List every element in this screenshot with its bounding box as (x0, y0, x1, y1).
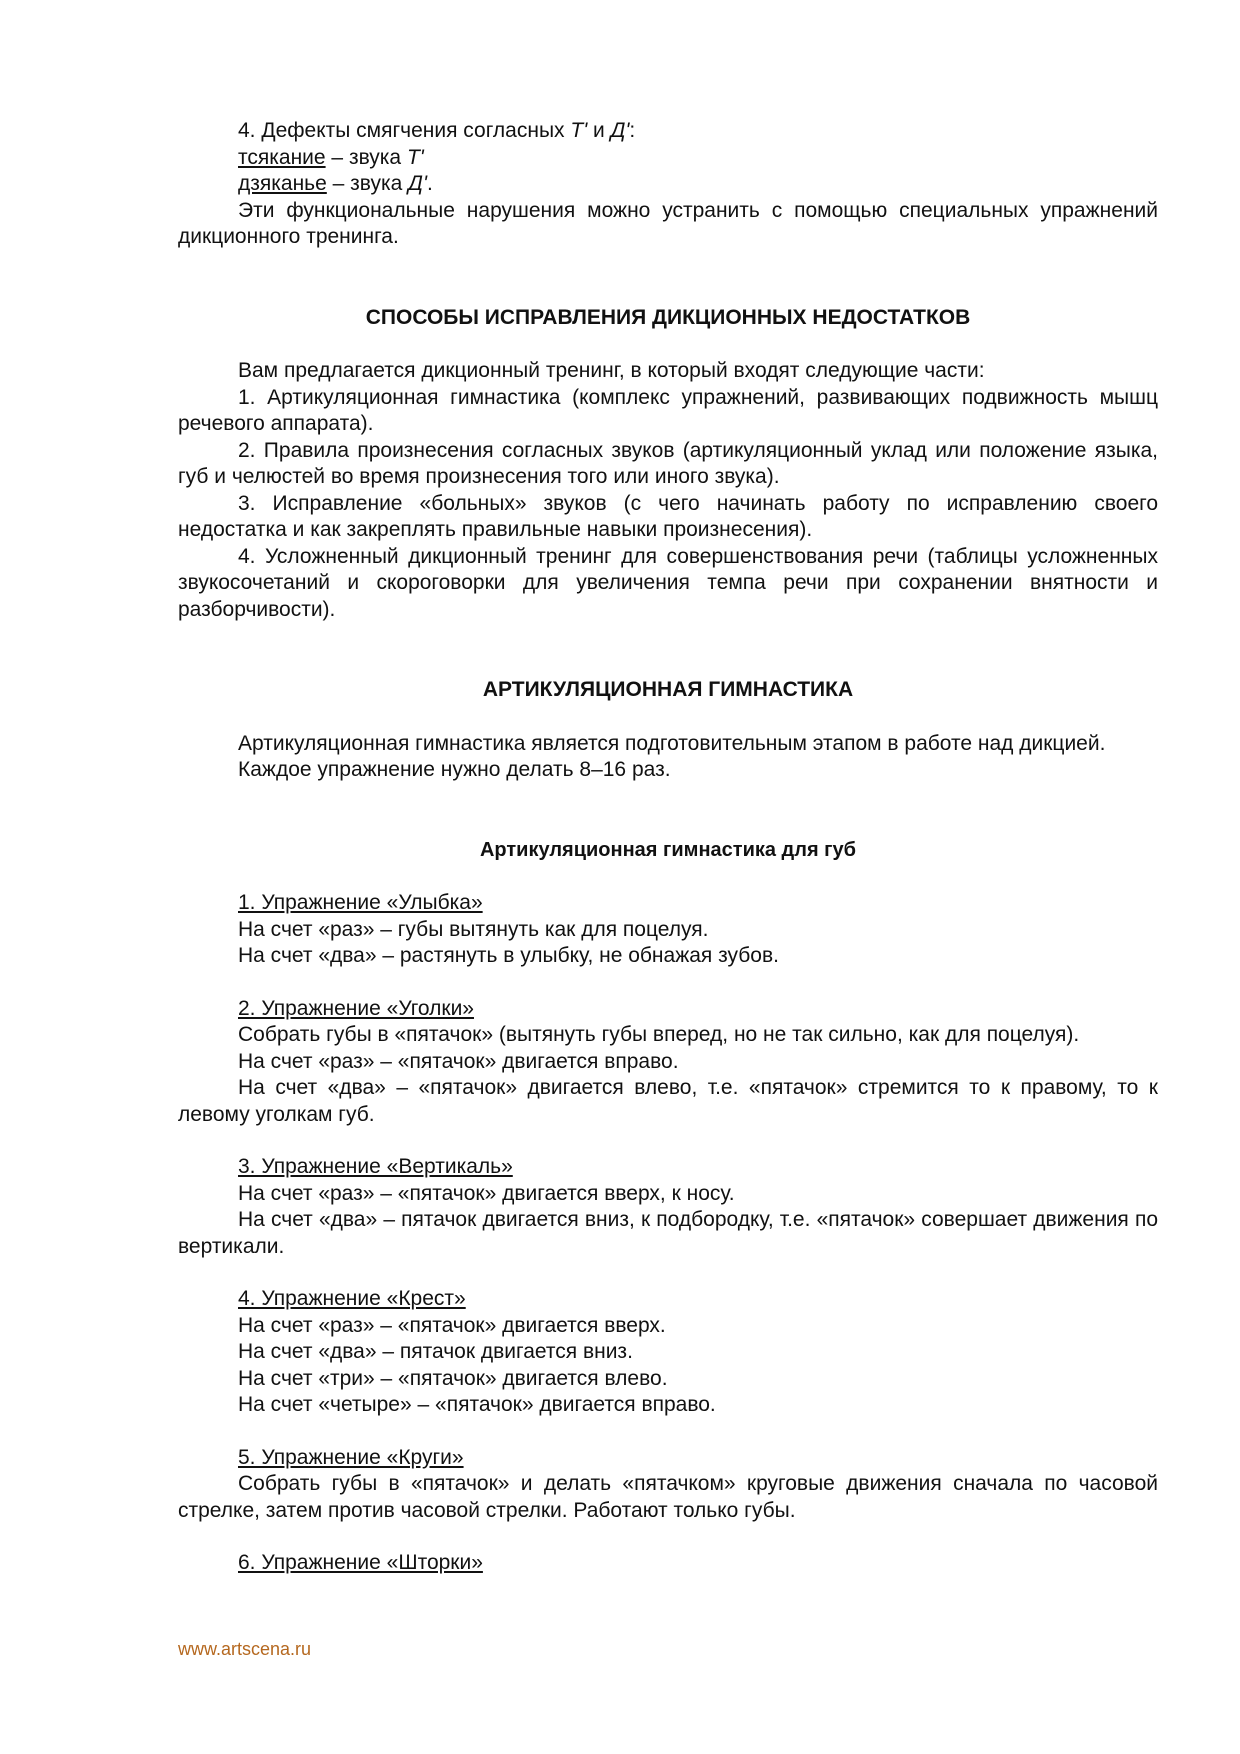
training-item-2: 2. Правила произнесения согласных звуков (артикуляционный уклад или положение языка, губ и челюстей во время произнесения того или иного звука). (178, 438, 1158, 488)
section-heading-gymnastics: АРТИКУЛЯЦИОННАЯ ГИМНАСТИКА (482, 678, 854, 701)
training-lead: Вам предлагается дикционный тренинг, в который входят следующие части: (238, 359, 985, 382)
training-item-4: 4. Усложненный дикционный тренинг для совершенствования речи (таблицы усложненных звукосочетаний и скороговорки для увеличения темпа речи при сохранении внятности и разборчивости). (178, 544, 1158, 621)
subsection-heading-lips: Артикуляционная гимнастика для губ (479, 838, 856, 861)
conjunction: и (587, 119, 611, 142)
exercise-line: На счет «два» – пятачок двигается вниз. (238, 1340, 633, 1363)
gymnastics-intro: Артикуляционная гимнастика является подготовительным этапом в работе над дикцией. (238, 731, 1106, 755)
training-item-1: 1. Артикуляционная гимнастика (комплекс упражнений, развивающих подвижность мышц речевого аппарата). (178, 385, 1158, 435)
defect-item-4-text: 4. Дефекты смягчения согласных (238, 119, 571, 142)
page-content (178, 118, 1158, 1577)
intro-conclusion: Эти функциональные нарушения можно устранить с помощью специальных упражнений дикционного тренинга. (178, 198, 1158, 248)
period: . (426, 172, 433, 195)
dzyakanie-sound: Д' (408, 172, 427, 195)
tsyakanie-line (178, 145, 1158, 172)
exercise-line: На счет «четыре» – «пятачок» двигается вправо. (238, 1393, 716, 1416)
training-item-3: 3. Исправление «больных» звуков (с чего начинать работу по исправлению своего недостатка и как закреплять правильные навыки произнесения). (178, 491, 1158, 541)
tsyakanie-sound: Т' (406, 145, 424, 169)
exercise-line: На счет «раз» – «пятачок» двигается вверх. (238, 1313, 666, 1337)
tsyakanie-text: – звука (325, 145, 407, 169)
exercise-line: Собрать губы в «пятачок» (вытянуть губы вперед, но не так сильно, как для поцелуя). (238, 1023, 1080, 1046)
sound-t-soft: Т' (570, 119, 588, 142)
exercise-line: На счет «два» – пятачок двигается вниз, к подбородку, т.е. «пятачок» совершает движения по вертикали. (178, 1208, 1158, 1258)
gymnastics-repetitions: Каждое упражнение нужно делать 8–16 раз. (238, 758, 671, 781)
footer-url-link[interactable]: www.artscena.ru (178, 1639, 312, 1659)
exercise-title: 1. Упражнение «Улыбка» (238, 891, 483, 914)
exercise-line: Собрать губы в «пятачок» и делать «пятачком» круговые движения сначала по часовой стрелке, затем против часовой стрелки. Работают только губы. (178, 1472, 1158, 1522)
exercise-line: На счет «раз» – «пятачок» двигается вверх, к носу. (238, 1181, 735, 1205)
exercise-title: 2. Упражнение «Уголки» (238, 996, 474, 1020)
exercise-line: На счет «два» – растянуть в улыбку, не обнажая зубов. (238, 944, 779, 967)
exercise-title: 3. Упражнение «Вертикаль» (238, 1155, 513, 1178)
colon: : (629, 119, 636, 142)
exercise-title: 5. Упражнение «Круги» (238, 1445, 464, 1469)
dzyakanie-text: – звука (326, 172, 409, 195)
section-heading-methods: СПОСОБЫ ИСПРАВЛЕНИЯ ДИКЦИОННЫХ НЕДОСТАТКОВ (365, 305, 971, 329)
exercise-line: На счет «раз» – губы вытянуть как для поцелуя. (238, 917, 709, 941)
exercise-line: На счет «раз» – «пятачок» двигается вправо. (238, 1049, 679, 1073)
exercise-title: 6. Упражнение «Шторки» (238, 1551, 483, 1574)
tsyakanie-term: тсякание (238, 145, 326, 169)
dzyakanie-line (178, 171, 1158, 198)
sound-d-soft: Д' (610, 119, 630, 142)
defect-item-4 (178, 118, 1158, 145)
exercise-line: На счет «три» – «пятачок» двигается влево. (238, 1366, 668, 1390)
exercise-line: На счет «два» – «пятачок» двигается влево, т.е. «пятачок» стремится то к правому, то к левому уголкам губ. (178, 1076, 1158, 1126)
dzyakanie-term: дзяканье (238, 172, 327, 195)
exercise-title: 4. Упражнение «Крест» (238, 1287, 466, 1310)
